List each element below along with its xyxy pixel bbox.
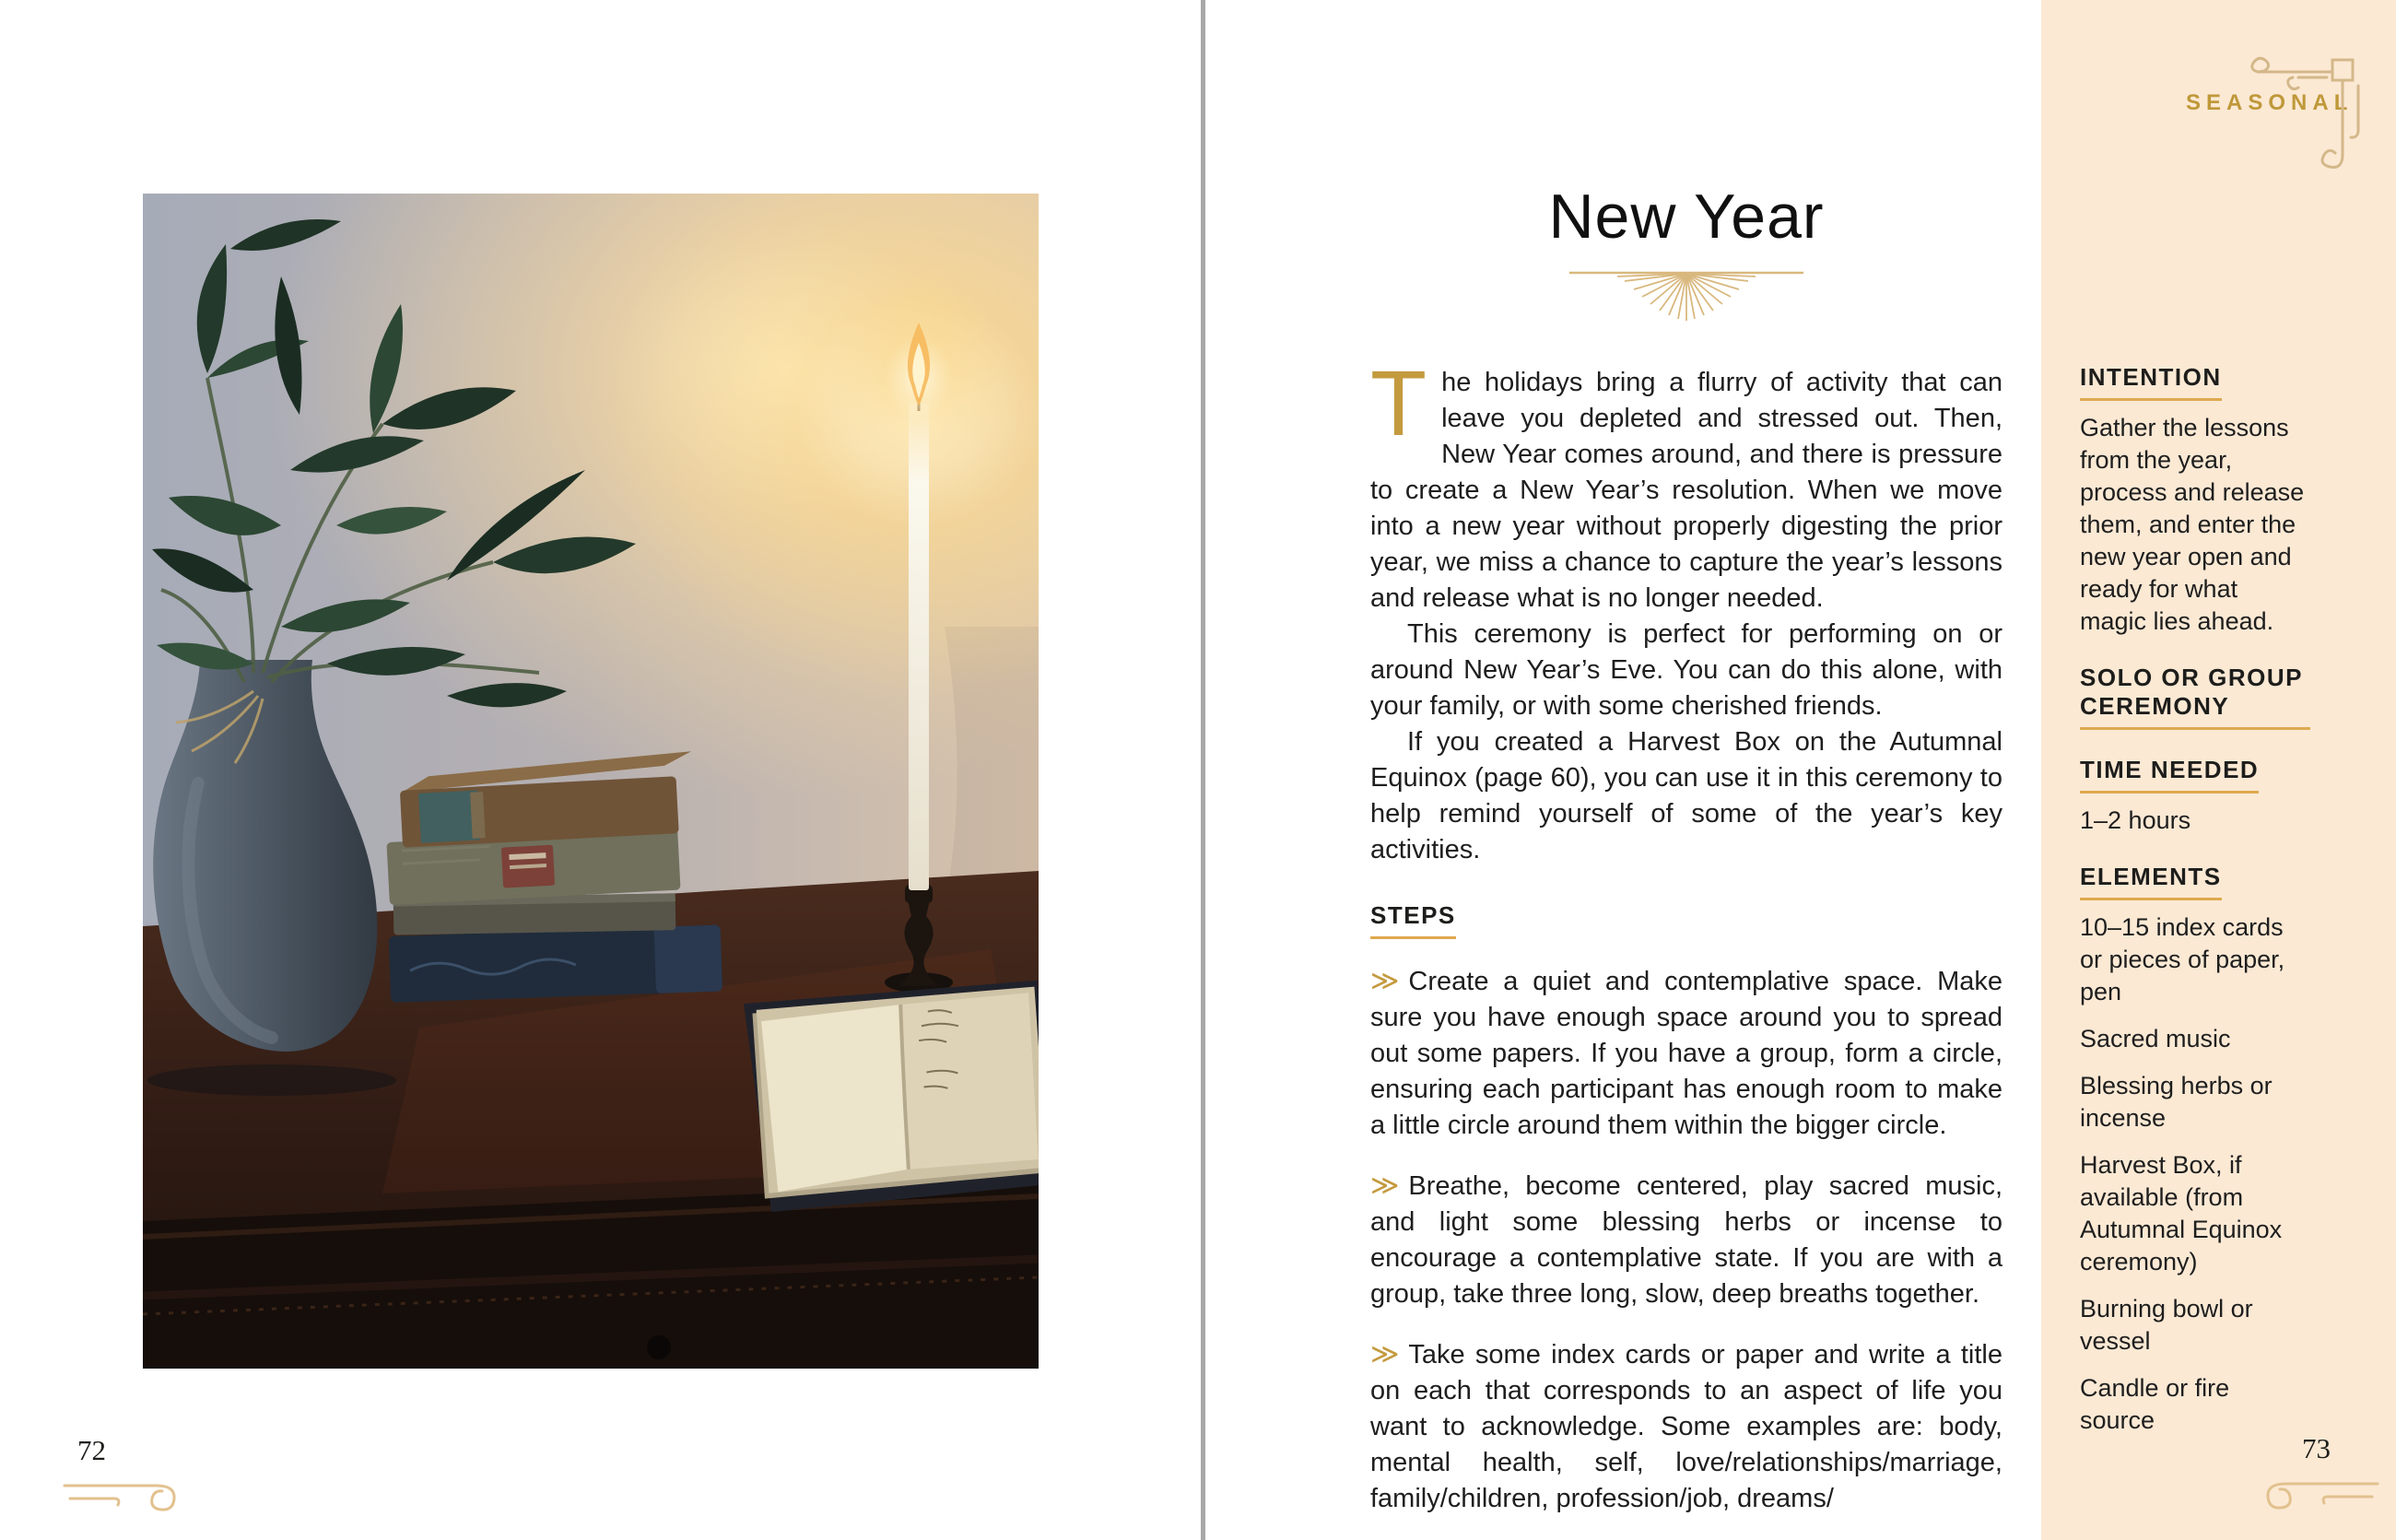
- sidebar-element-item: Blessing herbs or incense: [2080, 1072, 2273, 1132]
- drop-cap: T: [1370, 352, 1427, 455]
- step-text: Take some index cards or paper and write a title on each that corresponds to an aspect of life you want to acknowledge. Some examples are: body, mental health, self, love/relationships/marriage, family/children, profession/job, dreams/: [1370, 1340, 2003, 1513]
- step-item: [1370, 1168, 2003, 1312]
- sidebar-content: [2080, 363, 2310, 1463]
- sunburst-ornament: [1562, 267, 1811, 326]
- still-life-illustration: [143, 194, 1039, 1369]
- sidebar-element-item: Candle or fire source: [2080, 1374, 2230, 1434]
- sidebar-heading-intention: INTENTION: [2080, 363, 2222, 401]
- step-item: [1370, 963, 2003, 1144]
- step-chevron-icon: ≫: [1370, 1339, 1400, 1370]
- step-item: [1370, 1336, 2003, 1517]
- sidebar-section-time-needed: [2080, 756, 2310, 837]
- sidebar-section-ceremony-type: [2080, 664, 2310, 730]
- corner-flourish-ornament: [2237, 44, 2376, 182]
- step-text: Create a quiet and contemplative space. Make sure you have enough space around you to spread out some papers. If you have a group, form a circle, ensuring each participant has enough room to make a little circle around them within the bigger circle.: [1370, 967, 2003, 1140]
- sidebar-element-item: Burning bowl or vessel: [2080, 1295, 2253, 1355]
- article-column: [1370, 181, 2003, 1517]
- page-flourish-left-ornament: [61, 1476, 199, 1521]
- page-title: New Year: [1548, 182, 1825, 252]
- section-tab-seasonal: SEASONAL: [2186, 90, 2354, 115]
- page-number-left: 72: [77, 1434, 106, 1466]
- step-text: Breathe, become centered, play sacred music, and light some blessing herbs or incense to encourage a contemplative state. If you are with a group, take three long, slow, deep breaths together.: [1370, 1171, 2003, 1309]
- steps-heading-label: STEPS: [1370, 901, 1456, 939]
- page-flourish-right-ornament: [2243, 1475, 2381, 1519]
- page-spine-divider: [1201, 0, 1205, 1540]
- sidebar-section-elements: [2080, 863, 2310, 1437]
- sidebar-heading-ceremony-type: SOLO OR GROUP CEREMONY: [2080, 664, 2310, 730]
- sidebar-element-item: Sacred music: [2080, 1025, 2231, 1052]
- paragraph-lead: [1370, 352, 2003, 617]
- sidebar-section-intention: [2080, 363, 2310, 638]
- sidebar-text: 1–2 hours: [2080, 806, 2191, 834]
- sidebar-element-item: Harvest Box, if available (from Autumnal Equinox ceremony): [2080, 1151, 2283, 1275]
- sidebar-element-item: 10–15 index cards or pieces of paper, pen: [2080, 913, 2285, 1005]
- sidebar-text: Gather the lessons from the year, process and release them, and enter the new year open and ready for what magic lies ahead.: [2080, 414, 2305, 635]
- sidebar-heading-time-needed: TIME NEEDED: [2080, 756, 2259, 794]
- page-number-right: 73: [2302, 1432, 2331, 1464]
- step-chevron-icon: ≫: [1370, 1170, 1400, 1201]
- paragraph: This ceremony is perfect for performing on or around New Year’s Eve. You can do this alone, with your family, or with some cherished friends.: [1370, 619, 2003, 721]
- step-chevron-icon: ≫: [1370, 966, 1400, 996]
- still-life-photo: [143, 194, 1039, 1369]
- paragraph-lead-text: he holidays bring a flurry of activity that can leave you depleted and stressed out. Then, New Year comes around, and there is pressure to create a New Year’s resolution. When we move into a new year without properly digesting the prior year, we miss a chance to capture the year’s lessons and release what is no longer needed.: [1370, 368, 2003, 613]
- steps-heading: [1370, 901, 2003, 939]
- paragraph: If you created a Harvest Box on the Autumnal Equinox (page 60), you can use it in this ceremony to help remind yourself of some of the year’s key activities.: [1370, 727, 2003, 864]
- sidebar-heading-elements: ELEMENTS: [2080, 863, 2222, 900]
